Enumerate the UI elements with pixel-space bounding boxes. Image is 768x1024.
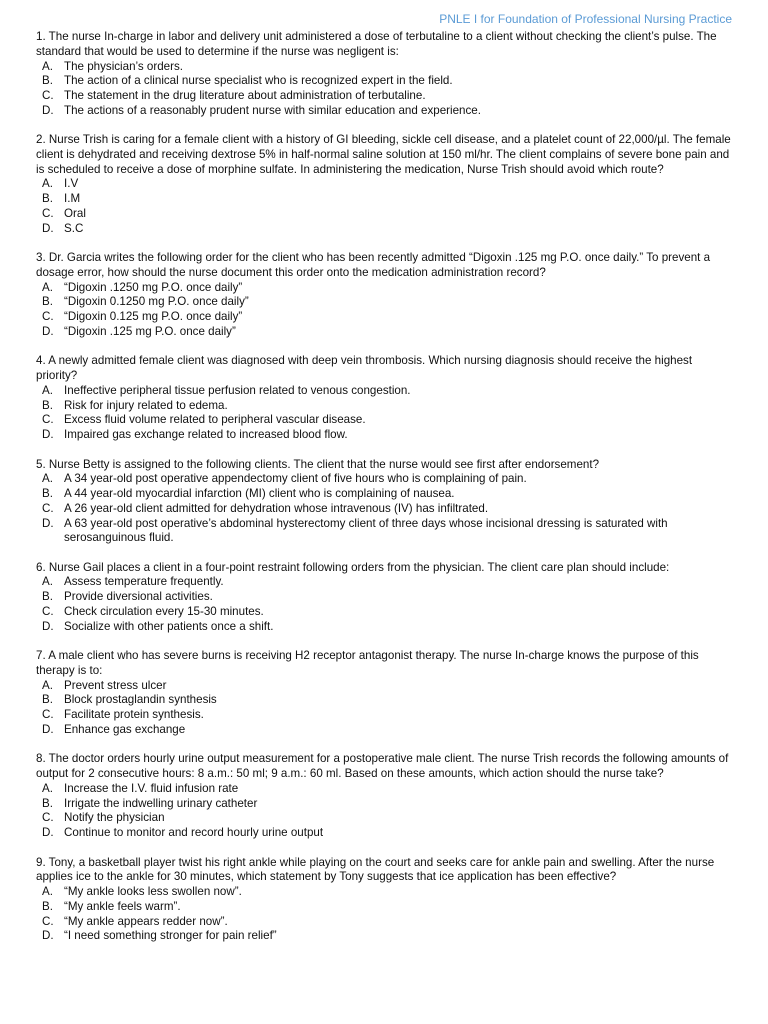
option-letter: A. (42, 177, 53, 191)
option-d (36, 104, 736, 119)
option-text: “Digoxin 0.125 mg P.O. once daily” (64, 310, 243, 324)
option-text: A 34 year-old post operative appendectomy client of five hours who is complaining of pain. (64, 472, 527, 486)
option-letter: C. (42, 604, 54, 618)
option-text: “My ankle looks less swollen now”. (64, 885, 242, 898)
option-text: “Digoxin .125 mg P.O. once daily” (64, 324, 236, 338)
question-5 (36, 458, 736, 547)
option-letter: B. (42, 796, 53, 810)
question-stem: 4. A newly admitted female client was diagnosed with deep vein thrombosis. Which nursing diagnosis should receive the highest priority? (36, 354, 693, 383)
option-b (36, 399, 736, 414)
question-stem: 1. The nurse In-charge in labor and delivery unit administered a dose of terbutaline to a client without checking the client’s pulse. The standard that would be used to determine if the nurse was negligent is: (36, 30, 717, 58)
option-b (36, 590, 736, 605)
option-letter: A. (42, 383, 53, 397)
option-letter: D. (42, 722, 54, 736)
option-a (36, 575, 736, 590)
option-letter: A. (42, 885, 53, 898)
option-text: The physician’s orders. (64, 59, 183, 73)
option-list (36, 679, 736, 738)
option-letter: C. (42, 708, 54, 722)
option-letter: A. (42, 575, 53, 589)
option-text: “My ankle feels warm”. (64, 899, 181, 913)
option-letter: A. (42, 781, 53, 795)
option-text: Impaired gas exchange related to increased blood flow. (64, 428, 348, 442)
option-list (36, 575, 736, 634)
option-a (36, 885, 736, 900)
option-c (36, 207, 736, 222)
option-letter: A. (42, 280, 53, 294)
question-6 (36, 561, 736, 635)
option-text: I.M (64, 192, 81, 206)
option-list (36, 281, 736, 340)
option-letter: D. (42, 516, 54, 530)
option-list (36, 177, 736, 236)
option-letter: C. (42, 914, 54, 928)
option-text: Increase the I.V. fluid infusion rate (64, 781, 239, 795)
option-text: A 44 year-old myocardial infarction (MI) client who is complaining of nausea. (64, 487, 455, 500)
option-letter: B. (42, 295, 53, 309)
question-2 (36, 133, 736, 236)
option-letter: B. (42, 693, 53, 707)
question-stem: 9. Tony, a basketball player twist his right ankle while playing on the court and seeks care for ankle pain and swelling. After the nurse applies ice to the ankle for 30 minutes, which statement by Tony suggests that ice application has been effective? (36, 855, 715, 884)
option-letter: D. (42, 826, 54, 840)
question-stem: 5. Nurse Betty is assigned to the following clients. The client that the nurse would see first after endorsement? (36, 457, 600, 471)
option-text: Risk for injury related to edema. (64, 398, 228, 412)
option-d (36, 325, 736, 340)
option-a (36, 472, 736, 487)
option-text: Irrigate the indwelling urinary catheter (64, 796, 258, 810)
option-d (36, 517, 736, 547)
option-b (36, 295, 736, 310)
option-text: “Digoxin 0.1250 mg P.O. once daily” (64, 295, 249, 309)
option-letter: B. (42, 74, 53, 88)
question-stem: 6. Nurse Gail places a client in a four-point restraint following orders from the physician. The client care plan should include: (36, 560, 670, 574)
option-text: Oral (64, 206, 86, 220)
option-letter: B. (42, 590, 53, 604)
option-text: A 26 year-old client admitted for dehydration whose intravenous (IV) has infiltrated. (64, 501, 489, 515)
option-text: “Digoxin .1250 mg P.O. once daily” (64, 280, 243, 294)
option-a (36, 177, 736, 192)
option-a (36, 679, 736, 694)
option-a (36, 384, 736, 399)
option-text: Assess temperature frequently. (64, 575, 224, 589)
question-stem: 2. Nurse Trish is caring for a female client with a history of GI bleeding, sickle cell disease, and a platelet count of 22,000/µl. The female client is dehydrated and receiving dextrose 5% in half-normal saline solution at 150 ml/hr. The client complains of severe bone pain and is scheduled to receive a dose of morphine sulfate. In administering the medication, Nurse Trish should avoid which route? (36, 133, 731, 176)
option-text: Prevent stress ulcer (64, 678, 167, 692)
option-text: I.V (64, 177, 79, 191)
option-text: Excess fluid volume related to peripheral vascular disease. (64, 413, 366, 427)
option-list (36, 472, 736, 546)
option-letter: D. (42, 221, 54, 235)
question-9 (36, 856, 736, 945)
option-letter: A. (42, 472, 53, 486)
option-c (36, 413, 736, 428)
option-d (36, 428, 736, 443)
option-letter: D. (42, 324, 54, 338)
option-letter: C. (42, 501, 54, 515)
option-b (36, 192, 736, 207)
option-letter: B. (42, 487, 53, 500)
option-letter: C. (42, 413, 54, 427)
option-text: “I need something stronger for pain relief” (64, 929, 277, 943)
option-b (36, 487, 736, 502)
option-b (36, 900, 736, 915)
option-text: The action of a clinical nurse specialist who is recognized expert in the field. (64, 74, 453, 88)
option-text: A 63 year-old post operative’s abdominal hysterectomy client of three days whose incisional dressing is saturated with serosanguinous fluid. (64, 516, 668, 545)
option-letter: B. (42, 398, 53, 412)
option-c (36, 89, 736, 104)
option-letter: B. (42, 899, 53, 913)
option-text: Ineffective peripheral tissue perfusion related to venous congestion. (64, 383, 411, 397)
option-text: Facilitate protein synthesis. (64, 708, 204, 722)
option-d (36, 826, 736, 841)
option-letter: C. (42, 206, 54, 220)
option-c (36, 605, 736, 620)
question-stem: 7. A male client who has severe burns is receiving H2 receptor antagonist therapy. The nurse In-charge knows the purpose of this therapy is to: (36, 649, 699, 677)
option-a (36, 281, 736, 296)
option-text: Check circulation every 15-30 minutes. (64, 604, 264, 618)
option-text: S.C (64, 221, 84, 235)
option-text: Socialize with other patients once a shift. (64, 619, 274, 633)
option-c (36, 708, 736, 723)
option-letter: B. (42, 192, 53, 206)
option-list (36, 885, 736, 944)
option-letter: C. (42, 310, 54, 324)
option-letter: D. (42, 428, 54, 442)
option-list (36, 60, 736, 119)
option-a (36, 782, 736, 797)
option-a (36, 60, 736, 75)
option-b (36, 797, 736, 812)
option-text: Enhance gas exchange (64, 722, 186, 736)
option-list (36, 782, 736, 841)
option-b (36, 74, 736, 89)
option-letter: D. (42, 103, 54, 117)
option-letter: C. (42, 89, 54, 102)
option-text: The statement in the drug literature about administration of terbutaline. (64, 89, 426, 102)
option-text: “My ankle appears redder now”. (64, 914, 228, 928)
option-letter: D. (42, 929, 54, 943)
option-d (36, 929, 736, 944)
option-text: The actions of a reasonably prudent nurse with similar education and experience. (64, 103, 481, 117)
option-c (36, 915, 736, 930)
option-text: Notify the physician (64, 811, 165, 825)
question-1 (36, 30, 736, 119)
option-text: Continue to monitor and record hourly urine output (64, 826, 324, 840)
question-stem: 8. The doctor orders hourly urine output measurement for a postoperative male client. The nurse Trish records the following amounts of output for 2 consecutive hours: 8 a.m.: 50 ml; 9 a.m.: 60 ml. Based on these amounts, which action should the nurse take? (36, 752, 729, 781)
option-c (36, 310, 736, 325)
question-7 (36, 649, 736, 738)
question-stem: 3. Dr. Garcia writes the following order for the client who has been recently admitted “Digoxin .125 mg P.O. once daily.” To prevent a dosage error, how should the nurse document this order onto the medication administration record? (36, 251, 711, 279)
page-header-title: PNLE I for Foundation of Professional Nursing Practice (439, 12, 732, 26)
option-d (36, 723, 736, 738)
question-8 (36, 752, 736, 841)
option-c (36, 502, 736, 517)
option-c (36, 811, 736, 826)
option-b (36, 693, 736, 708)
option-d (36, 620, 736, 635)
option-letter: A. (42, 59, 53, 73)
option-list (36, 384, 736, 443)
option-letter: C. (42, 811, 54, 825)
option-d (36, 222, 736, 237)
option-text: Provide diversional activities. (64, 590, 213, 604)
option-letter: D. (42, 619, 54, 633)
question-3 (36, 251, 736, 340)
question-list (36, 30, 736, 959)
question-4 (36, 354, 736, 443)
option-letter: A. (42, 678, 53, 692)
option-text: Block prostaglandin synthesis (64, 693, 217, 707)
